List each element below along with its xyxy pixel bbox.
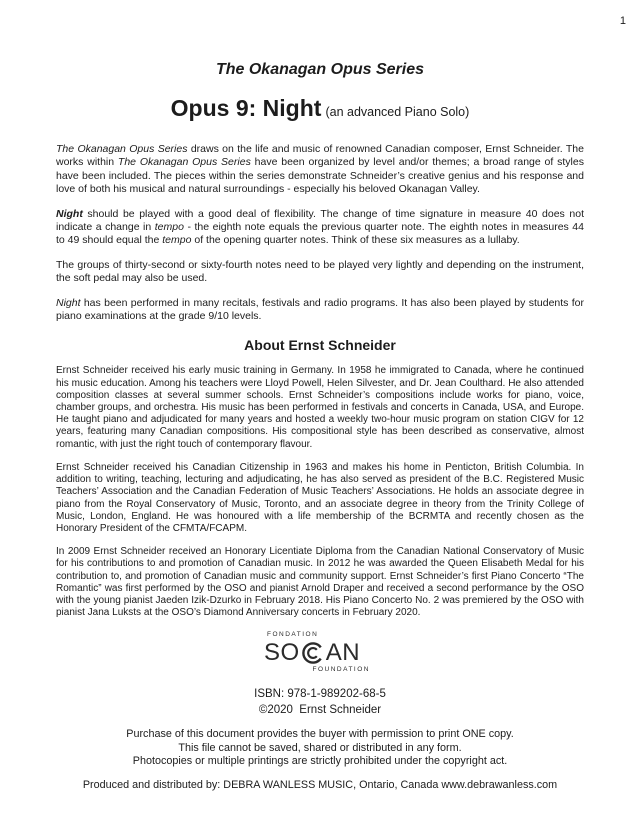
opus-title-main: Opus 9: Night — [170, 95, 322, 121]
series-title: The Okanagan Opus Series — [215, 61, 425, 78]
socan-foundation-logo — [264, 631, 376, 674]
about-heading: About Ernst Schneider — [244, 337, 396, 354]
notice-line: This file cannot be saved, shared or distributed in any form. — [178, 741, 462, 754]
copy-notice — [56, 728, 584, 768]
socan-foundation-label: FOUNDATION — [312, 666, 370, 674]
socan-fondation-label: FONDATION — [267, 631, 319, 639]
opus-subtitle: (an advanced Piano Solo) — [325, 105, 470, 119]
about-paragraph: Ernst Schneider received his early music training in Germany. In 1958 he immigrated to Canada, where he continued his music education. Among his teachers were Lloyd Powell, Helen Silvester, and Dr. Jean Coulthard. He also attended composition classes at several summer schools. Ernst Schneider’s compositions include works for piano, voice, chamber groups, and orchestra. His music has been performed in festivals and concerts in Canada, USA, and Europe. He taught piano and adjudicated for many years and hosted a weekly two-hour music program on station CIGV for 12 years, featuring many Canadian compositions. His compositional style has been described as conservative, almost romantic, with just the right touch of contemporary flavour. — [56, 365, 584, 450]
intro-paragraph: The Okanagan Opus Series draws on the life and music of renowned Canadian composer, Ernst Schneider. The works within The Okanagan Opus Series have been organized by level and/or themes; a broad range of styles have been included. The pieces within the series demonstrate Schneider’s creative genius and his response and love of both his musical and natural surroundings - especially his beloved Okanagan Valley. — [56, 143, 584, 196]
socan-wordmark-an: AN — [325, 639, 361, 667]
opus-title — [56, 94, 584, 126]
footer-section — [56, 687, 584, 792]
notice-line: Photocopies or multiple printings are strictly prohibited under the copyright act. — [132, 754, 508, 767]
notice-line: Purchase of this document provides the buyer with permission to print ONE copy. — [126, 728, 514, 741]
socan-wordmark-so: SO — [264, 639, 300, 667]
about-paragraph: Ernst Schneider received his Canadian Citizenship in 1963 and makes his home in Penticton, British Columbia. In addition to writing, teaching, lecturing and adjudicating, he has also served as president of the B.C. Registered Music Teachers’ Association and the Canadian Federation of Music Teachers’ Associations. He holds an associate degree in piano from the Royal Conservatory of Music, Toronto, and an associate degree in theory from the Trinity College of Music, London, England. He was honoured with a life membership of the BCRMTA and recently chosen as the Honorary President of the CFMTA/FCAPM. — [56, 461, 584, 534]
produced-by-text: Produced and distributed by: DEBRA WANLESS MUSIC, Ontario, Canada www.debrawanless.com — [82, 778, 558, 791]
socan-wordmark — [264, 640, 376, 665]
intro-paragraph: Night has been performed in many recitals, festivals and radio programs. It has also been played by students for piano examinations at the grade 9/10 levels. — [56, 296, 584, 323]
copyright-text: ©2020 Ernst Schneider — [258, 704, 382, 717]
isbn-text: ISBN: 978-1-989202-68-5 — [254, 688, 386, 701]
about-section — [56, 365, 584, 619]
intro-section — [56, 143, 584, 323]
socan-c-icon — [301, 641, 325, 665]
page-number: 1 — [619, 15, 626, 27]
intro-paragraph: Night should be played with a good deal of flexibility. The change of time signature in measure 40 does not indicate a change in tempo - the eighth note equals the previous quarter note. The eighth notes in measures 44 to 49 should equal the tempo of the opening quarter notes. Think of these six measures as a lullaby. — [56, 207, 584, 247]
intro-paragraph: The groups of thirty-second or sixty-fourth notes need to be played very lightly and depending on the instrument, the soft pedal may also be used. — [56, 258, 584, 285]
about-paragraph: In 2009 Ernst Schneider received an Honorary Licentiate Diploma from the Canadian National Conservatory of Music for his contributions to and promotion of Canadian music. In 2012 he was awarded the Queen Elisabeth Medal for his contribution to, and promotion of Canadian music and community support. Ernst Schneider’s first Piano Concerto “The Romantic” was first performed by the OSO and pianist Arnold Draper and received a second performance by the OSO with the young pianist Jaeden Izik-Dzurko in February 2018. His Piano Concerto No. 2 was premiered by the OSO with pianist Jana Luksts at the OSO’s Diamond Anniversary concerts in February 2020. — [56, 546, 584, 619]
